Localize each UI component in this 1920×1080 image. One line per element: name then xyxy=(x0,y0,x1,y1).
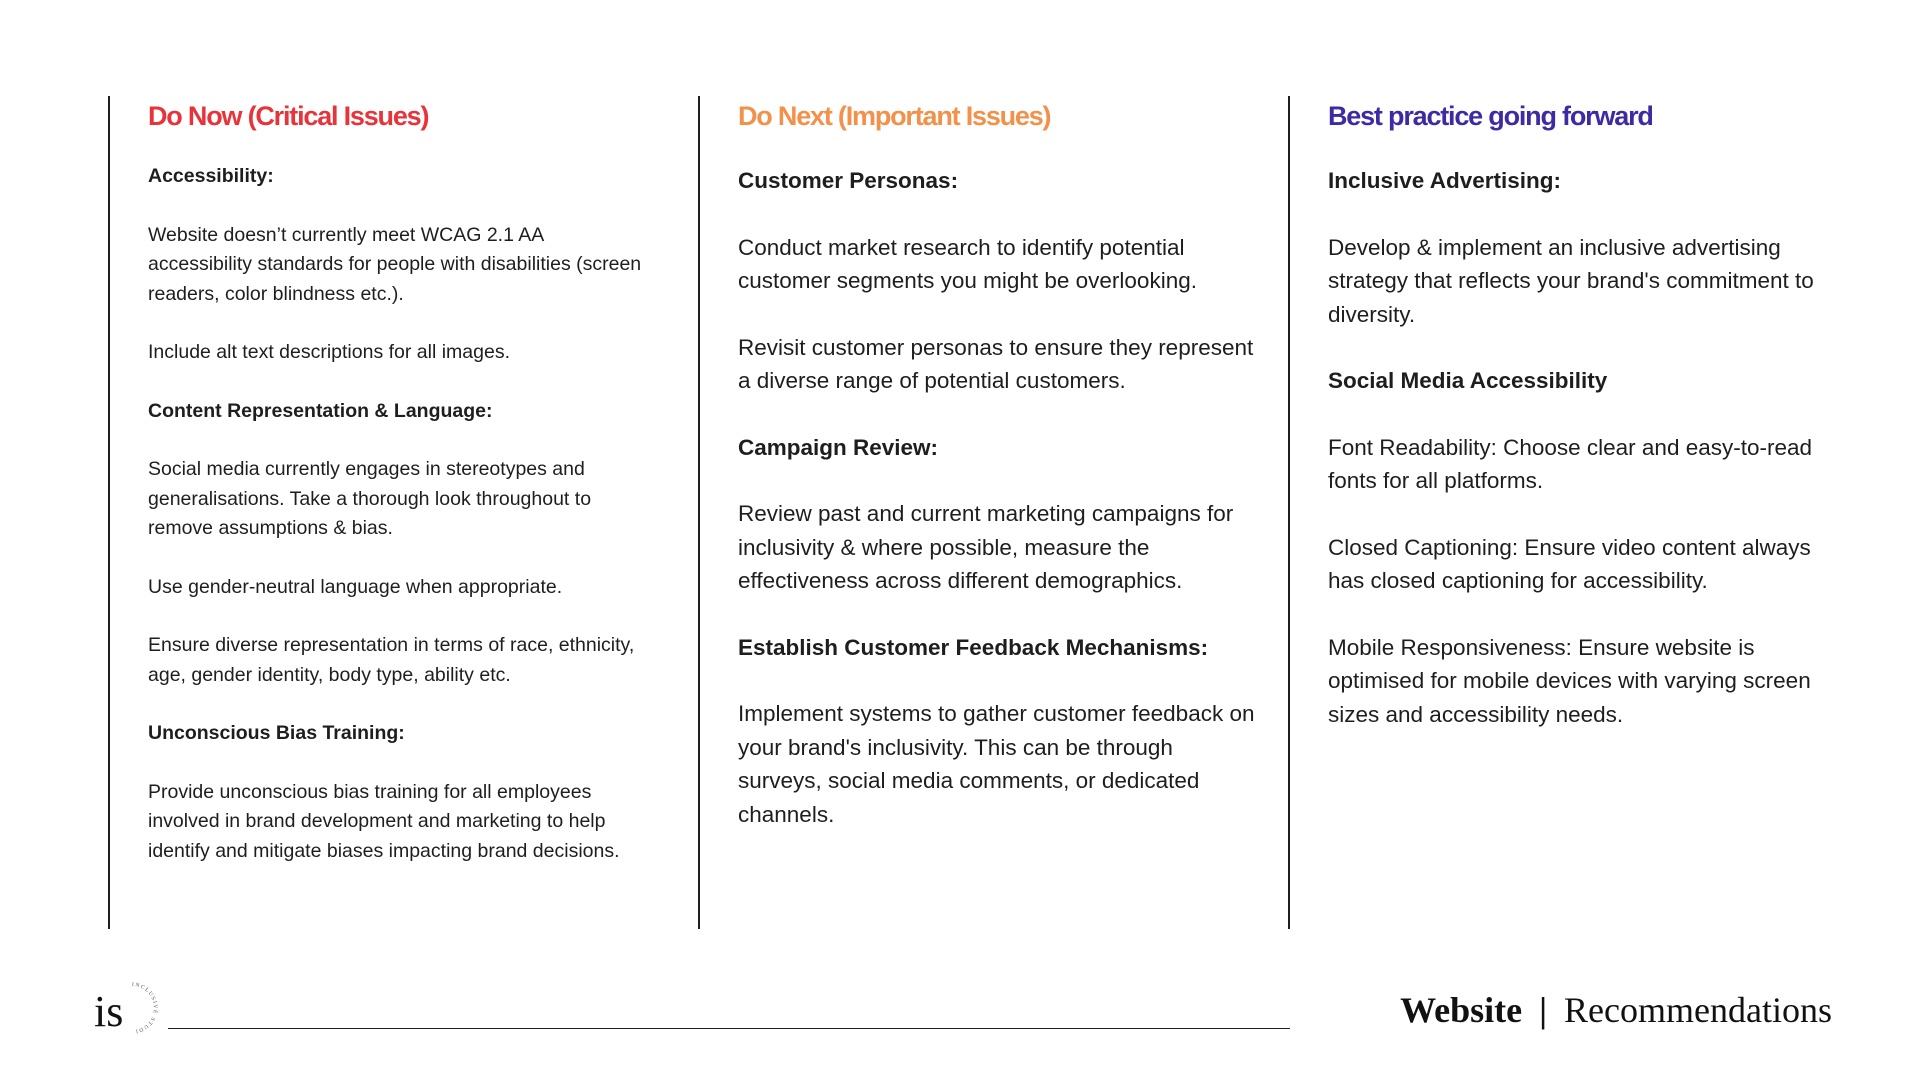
recommendation-text: Develop & implement an inclusive advertising strategy that reflects your brand's commitment to diversity. xyxy=(1328,234,1814,327)
section-heading: Social Media Accessibility xyxy=(1328,368,1608,393)
section-heading: Accessibility: xyxy=(148,165,274,187)
recommendation-text: Implement systems to gather customer feedback on your brand's inclusivity. This can be through surveys, social media comments, or dedicated channels. xyxy=(738,701,1255,827)
column-do-next xyxy=(698,96,1258,929)
footer-divider xyxy=(168,1028,1290,1029)
column-content xyxy=(148,162,648,866)
section-heading: Unconscious Bias Training: xyxy=(148,722,405,744)
recommendation-text: Mobile Responsiveness: Ensure website is optimised for mobile devices with varying screen sizes and accessibility needs. xyxy=(1328,634,1811,727)
recommendation-text: Social media currently engages in stereotypes and generalisations. Take a thorough look throughout to remove assumptions & bias. xyxy=(148,458,592,539)
recommendation-text: Revisit customer personas to ensure they represent a diverse range of potential customers. xyxy=(738,334,1254,393)
section-heading: Inclusive Advertising: xyxy=(1328,168,1561,193)
section-heading: Establish Customer Feedback Mechanisms: xyxy=(738,634,1209,660)
recommendation-text: Include alt text descriptions for all images. xyxy=(148,341,511,363)
column-do-now xyxy=(108,96,648,929)
column-best-practice xyxy=(1288,96,1848,929)
recommendation-text: Website doesn’t currently meet WCAG 2.1 AA accessibility standards for people with disabilities (screen readers, color blindness etc.). xyxy=(148,223,642,305)
brand-logo xyxy=(92,978,162,1038)
page-title-secondary: Recommendations xyxy=(1564,990,1832,1030)
section-heading: Campaign Review: xyxy=(738,434,939,460)
column-title: Do Next (Important Issues) xyxy=(738,101,1051,131)
section-heading: Customer Personas: xyxy=(738,168,959,193)
recommendation-text: Use gender-neutral language when appropriate. xyxy=(148,575,563,598)
page-title-separator: | xyxy=(1539,990,1548,1030)
recommendation-text: Conduct market research to identify potential customer segments you might be overlooking. xyxy=(738,234,1197,293)
recommendation-text: Font Readability: Choose clear and easy-to-read fonts for all platforms. xyxy=(1328,434,1813,493)
recommendation-text: Review past and current marketing campaigns for inclusivity & where possible, measure the effectiveness across different demographics. xyxy=(738,501,1234,593)
logo-text: is xyxy=(94,987,124,1036)
page-title xyxy=(1400,988,1832,1032)
recommendation-text: Ensure diverse representation in terms of race, ethnicity, age, gender identity, body type, ability etc. xyxy=(148,634,635,686)
recommendation-text: Provide unconscious bias training for all employees involved in brand development and marketing to help identify and mitigate biases impacting brand decisions. xyxy=(148,780,620,862)
column-content xyxy=(738,164,1258,831)
logo-ring-text: INCLUSIVE STUDI xyxy=(131,981,159,1034)
column-title: Do Now (Critical Issues) xyxy=(148,101,429,131)
section-heading: Content Representation & Language: xyxy=(148,399,493,422)
recommendation-text: Closed Captioning: Ensure video content always has closed captioning for accessibility. xyxy=(1328,534,1811,593)
page-title-primary: Website xyxy=(1400,990,1523,1030)
column-content xyxy=(1328,164,1848,731)
column-title: Best practice going forward xyxy=(1328,101,1653,131)
logo-mark-icon xyxy=(92,978,162,1038)
